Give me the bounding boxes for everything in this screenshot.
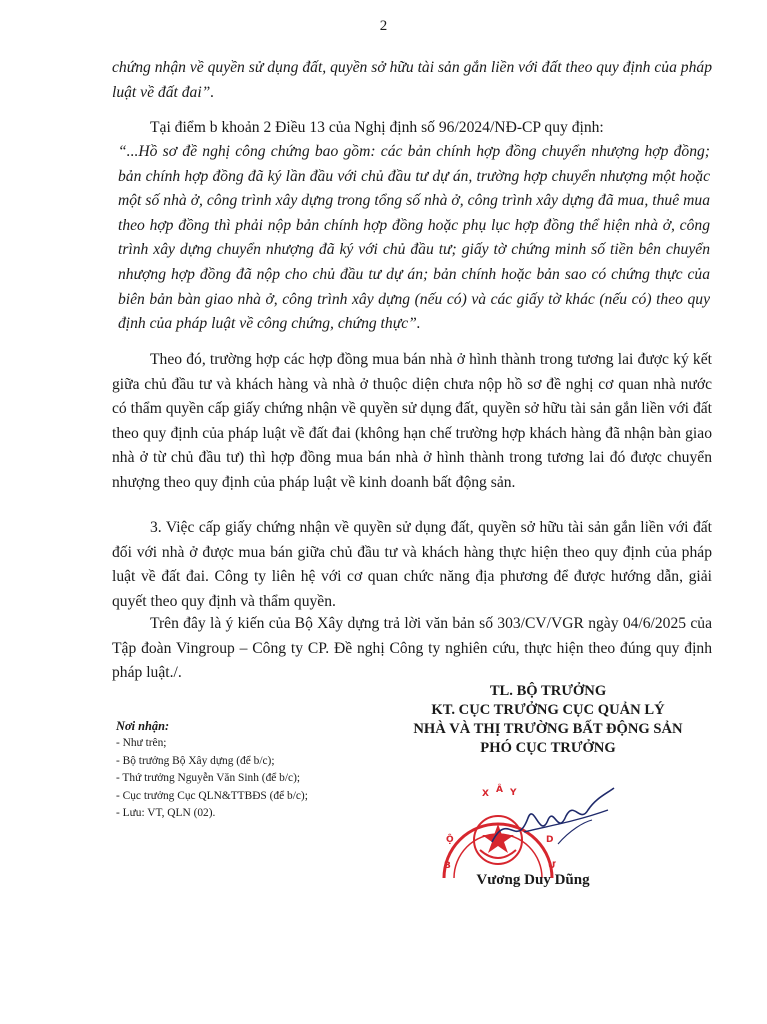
recipient-item: - Cục trưởng Cục QLN&TTBĐS (để b/c); [116,789,308,802]
signature-heading [388,682,708,758]
paragraph-continuation: chứng nhận về quyền sử dụng đất, quyền sở hữu tài sản gắn liền với đất theo quy định của pháp luật về đất đai”. [112,59,712,101]
svg-text:Â: Â [496,785,503,795]
sig-line-4: PHÓ CỤC TRƯỞNG [480,740,616,756]
recipients-list [116,718,386,822]
paragraph-decree-quote: “...Hồ sơ đề nghị công chứng bao gồm: các bản chính hợp đồng chuyển nhượng hợp đồng; bản chính hợp đồng đã ký lần đầu với chủ đầu tư dự án, trường hợp chuyển nhượng một hoặc một số nhà ở, công trình xây dựng trong tổng số nhà ở, công trình xây dựng đã mua, thuê mua theo hợp đồng thì phải nộp bản chính hợp đồng hoặc phụ lục hợp đồng thể hiện nhà ở, công trình xây dựng chuyển nhượng đã ký với chủ đầu tư; giấy tờ chứng minh số tiền bên chuyển nhượng hợp đồng đã nộp cho chủ đầu tư dự án; bản chính hoặc bản sao có chứng thực của biên bản bàn giao nhà ở, công trình xây dựng (nếu có) và các giấy tờ khác (nếu có) theo quy định của pháp luật về công chứng, chứng thực”. [118,143,710,333]
svg-text:X: X [482,789,489,799]
svg-text:D: D [546,835,554,845]
svg-text:B: B [444,861,451,871]
recipients-title: Nơi nhận: [116,719,170,733]
paragraph-conclusion: Theo đó, trường hợp các hợp đồng mua bán nhà ở hình thành trong tương lai được ký kết giữa chủ đầu tư và khách hàng và nhà ở thuộc diện chưa nộp hồ sơ đề nghị cơ quan nhà nước có thẩm quyền cấp giấy chứng nhận về quyền sử dụng đất, quyền sở hữu tài sản gắn liền với đất theo quy định của pháp luật về đất đai (không hạn chế trường hợp khách hàng đã nhận bàn giao nhà ở từ chủ đầu tư) thì hợp đồng mua bán nhà ở hình thành trong tương lai đó được chuyển nhượng theo quy định của pháp luật về kinh doanh bất động sản. [112,351,712,491]
recipient-item: - Thứ trưởng Nguyễn Văn Sinh (để b/c); [116,772,301,785]
sig-line-3: NHÀ VÀ THỊ TRƯỜNG BẤT ĐỘNG SẢN [413,721,683,737]
sig-line-2: KT. CỤC TRƯỞNG CỤC QUẢN LÝ [431,702,665,718]
page-number: 2 [379,18,388,34]
sig-line-1: TL. BỘ TRƯỞNG [489,683,607,699]
signer-name: Vương Duy Dũng [476,872,590,888]
paragraph-closing: Trên đây là ý kiến của Bộ Xây dựng trả lời văn bản số 303/CV/VGR ngày 04/6/2025 của Tập đoàn Vingroup – Công ty CP. Đề nghị Công ty nghiên cứu, thực hiện theo đúng quy định pháp luật./. [112,615,712,682]
handwritten-signature [488,780,618,870]
paragraph-item-3: 3. Việc cấp giấy chứng nhận về quyền sử dụng đất, quyền sở hữu tài sản gắn liền với đất đối với nhà ở được mua bán giữa chủ đầu tư và khách hàng thực hiện theo quy định của pháp luật về đất đai. Công ty liên hệ với cơ quan chức năng địa phương để được hướng dẫn, giải quyết theo quy định và thẩm quyền. [112,519,712,610]
svg-text:Y: Y [510,788,517,798]
svg-text:Ộ: Ộ [446,835,454,845]
recipient-item: - Như trên; [116,737,167,750]
recipient-item: - Lưu: VT, QLN (02). [116,807,216,820]
svg-text:Ự: Ự [548,861,556,871]
recipient-item: - Bộ trưởng Bộ Xây dựng (để b/c); [116,754,275,767]
paragraph-decree-reference: Tại điểm b khoản 2 Điều 13 của Nghị định số 96/2024/NĐ-CP quy định: [150,119,604,136]
